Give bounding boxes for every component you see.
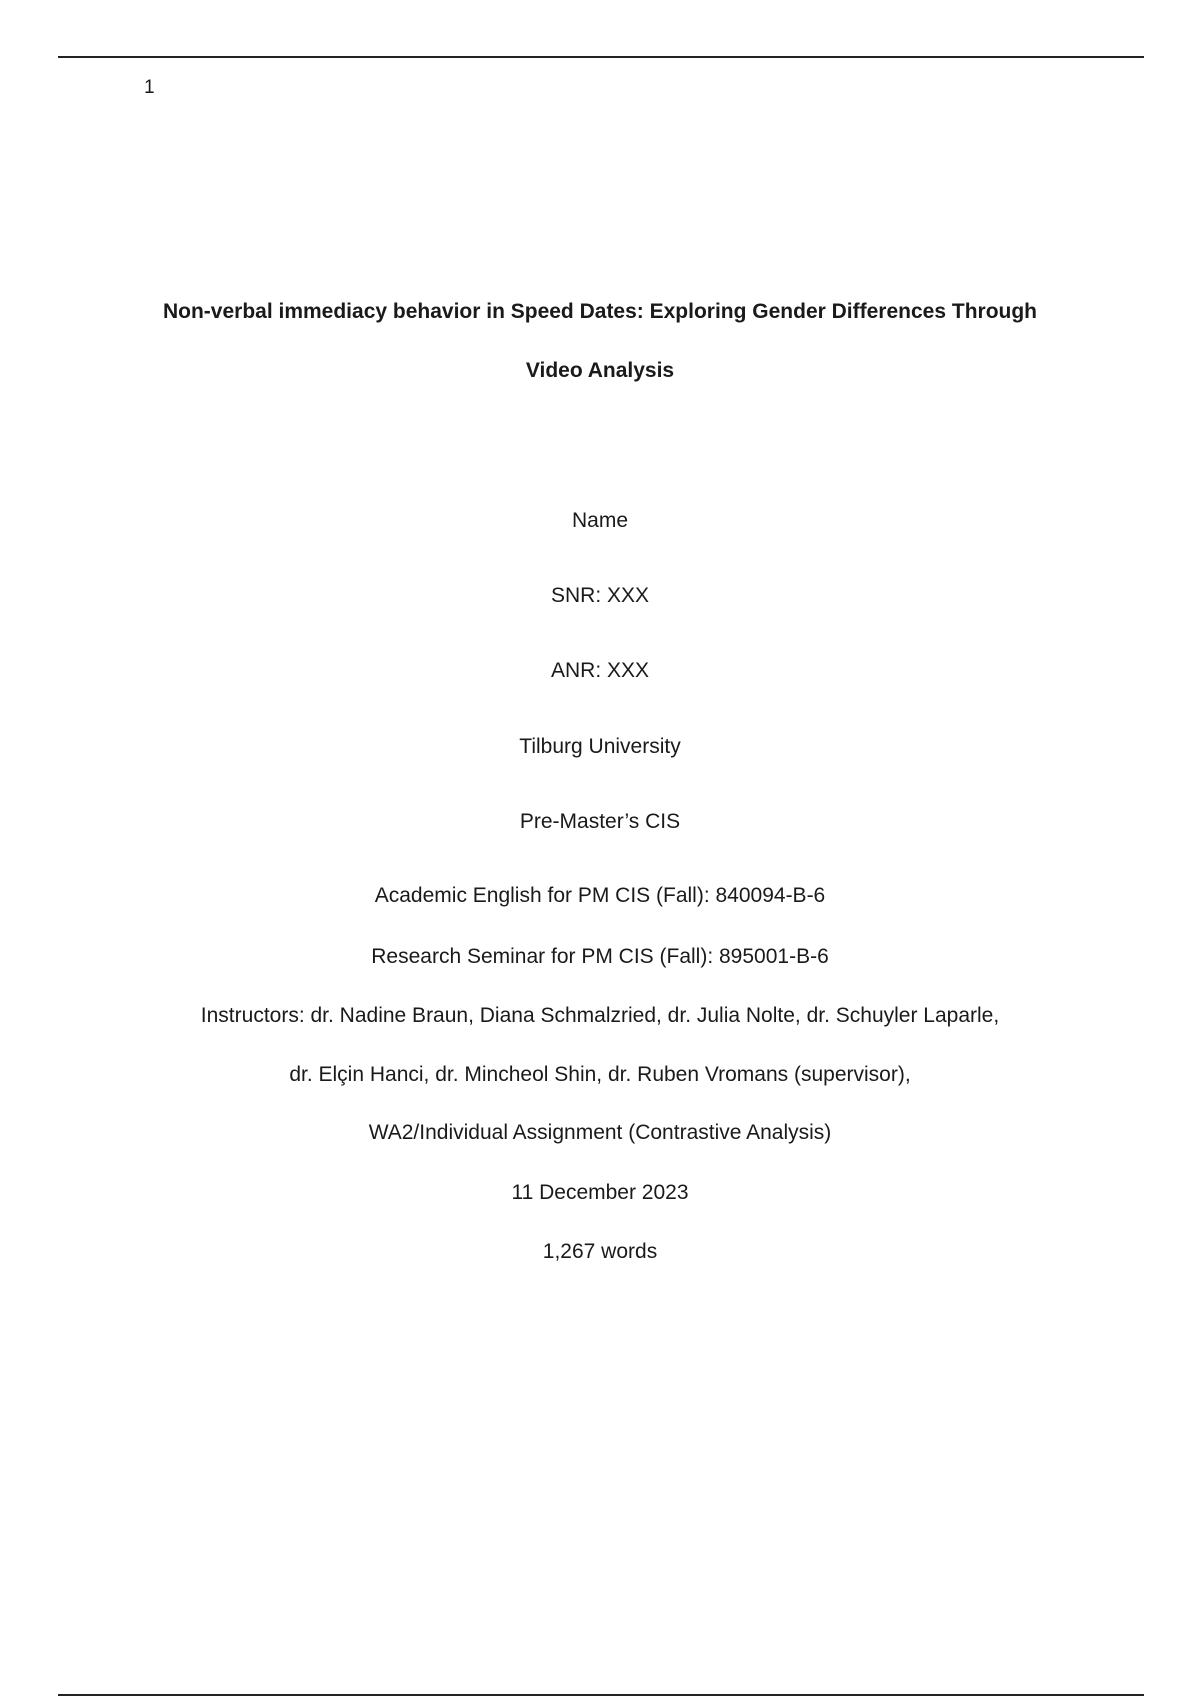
program-name: Pre-Master’s CIS — [519, 810, 681, 833]
word-count: 1,267 words — [542, 1240, 658, 1263]
instructors-line-2: dr. Elçin Hanci, dr. Mincheol Shin, dr. Ruben Vromans (supervisor), — [289, 1063, 911, 1086]
instructors-line-1: Instructors: dr. Nadine Braun, Diana Schmalzried, dr. Julia Nolte, dr. Schuyler Laparle, — [200, 1004, 1000, 1027]
header-rule — [58, 56, 1144, 58]
assignment-title: WA2/Individual Assignment (Contrastive Analysis) — [368, 1121, 832, 1144]
course-academic-english: Academic English for PM CIS (Fall): 840094-B-6 — [374, 884, 826, 907]
administration-number: ANR: XXX — [550, 659, 650, 682]
university-name: Tilburg University — [519, 735, 681, 758]
student-number: SNR: XXX — [550, 584, 650, 607]
footer-rule — [58, 1694, 1144, 1696]
course-research-seminar: Research Seminar for PM CIS (Fall): 895001-B-6 — [371, 945, 829, 968]
paper-title-line-2: Video Analysis — [525, 359, 675, 382]
page-number: 1 — [144, 77, 155, 98]
paper-title-line-1: Non-verbal immediacy behavior in Speed Dates: Exploring Gender Differences Through — [162, 300, 1038, 323]
submission-date: 11 December 2023 — [511, 1181, 689, 1204]
author-name: Name — [571, 509, 629, 532]
